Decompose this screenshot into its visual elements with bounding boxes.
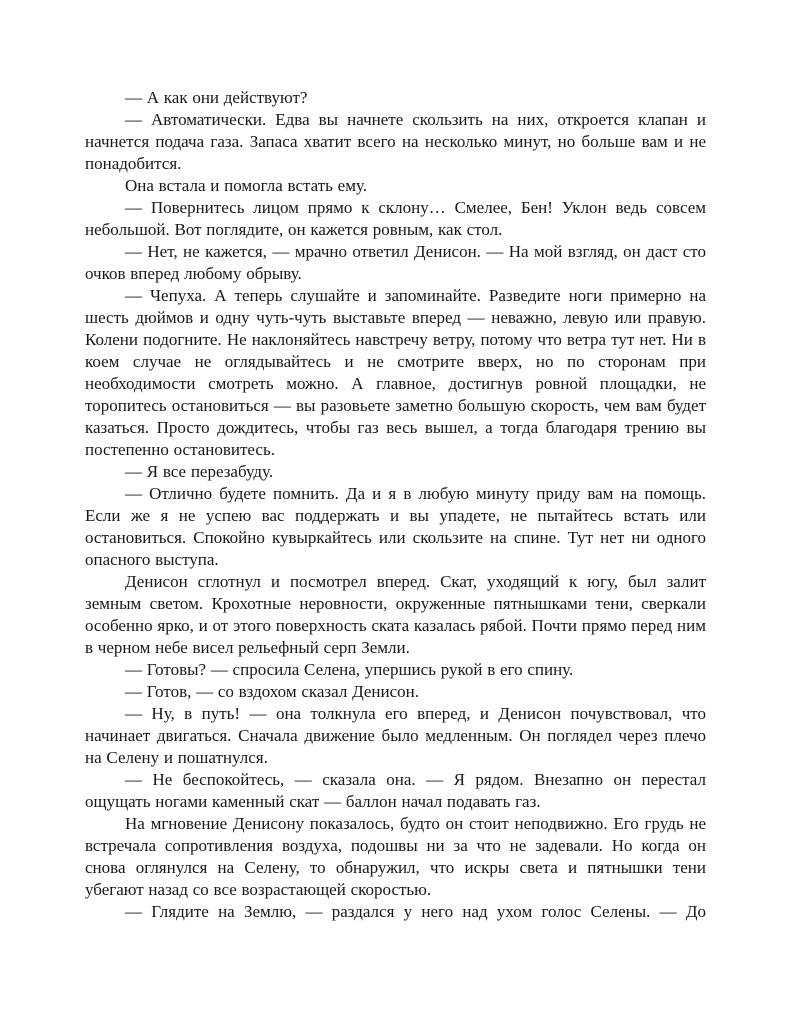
paragraph-14: На мгновение Денисону показалось, будто он стоит неподвижно. Его грудь не встречала сопротивления воздуха, подошвы ни за что не задевали. Но когда он снова оглянулся на Селену, то обнаружил, что искры света и пятнышки тени убегают назад со все возрастающей скоростью. <box>85 814 706 899</box>
paragraph-7: — Я все перезабуду. <box>125 462 274 481</box>
paragraph-2: — Автоматически. Едва вы начнете скользить на них, откроется клапан и начнется подача газа. Запаса хватит всего на несколько минут, но больше вам и не понадобится. <box>85 110 706 173</box>
paragraph-11: — Готов, — со вздохом сказал Денисон. <box>125 682 420 701</box>
paragraph-3: Она встала и помогла встать ему. <box>125 176 368 195</box>
paragraph-8: — Отлично будете помнить. Да и я в любую минуту приду вам на помощь. Если же я не успею вас поддержать и вы упадете, не пытайтесь встать или остановиться. Спокойно кувыркайтесь или скользите на спине. Тут нет ни одного опасного выступа. <box>85 484 706 569</box>
paragraph-10: — Готовы? — спросила Селена, упершись рукой в его спину. <box>125 660 574 679</box>
paragraph-13: — Не беспокойтесь, — сказала она. — Я рядом. Внезапно он перестал ощущать ногами каменный скат — баллон начал подавать газ. <box>85 770 706 811</box>
text-block <box>85 87 706 923</box>
paragraph-4: — Повернитесь лицом прямо к склону… Смелее, Бен! Уклон ведь совсем небольшой. Вот поглядите, он кажется ровным, как стол. <box>85 198 706 239</box>
paragraph-9: Денисон сглотнул и посмотрел вперед. Скат, уходящий к югу, был залит земным светом. Крохотные неровности, окруженные пятнышками тени, сверкали особенно ярко, и от этого поверхность ската казалась рябой. Почти прямо перед ним в черном небе висел рельефный серп Земли. <box>85 572 706 657</box>
paragraph-12: — Ну, в путь! — она толкнула его вперед, и Денисон почувствовал, что начинает двигаться. Сначала движение было медленным. Он поглядел через плечо на Селену и пошатнулся. <box>85 704 706 767</box>
paragraph-5: — Нет, не кажется, — мрачно ответил Денисон. — На мой взгляд, он даст сто очков вперед любому обрыву. <box>85 242 706 283</box>
paragraph-1: — А как они действуют? <box>125 88 308 107</box>
paragraph-6: — Чепуха. А теперь слушайте и запоминайте. Разведите ноги примерно на шесть дюймов и одну чуть-чуть выставьте вперед — неважно, левую или правую. Колени подогните. Не наклоняйтесь навстречу ветру, потому что ветра тут нет. Ни в коем случае не оглядывайтесь и не смотрите вверх, но по сторонам при необходимости смотреть можно. А главное, достигнув ровной площадки, не торопитесь остановиться — вы разовьете заметно большую скорость, чем вам будет казаться. Просто дождитесь, чтобы газ весь вышел, а тогда благодаря трению вы постепенно остановитесь. <box>85 286 706 459</box>
paragraph-15: — Глядите на Землю, — раздался у него над ухом голос Селены. — До <box>125 902 706 921</box>
